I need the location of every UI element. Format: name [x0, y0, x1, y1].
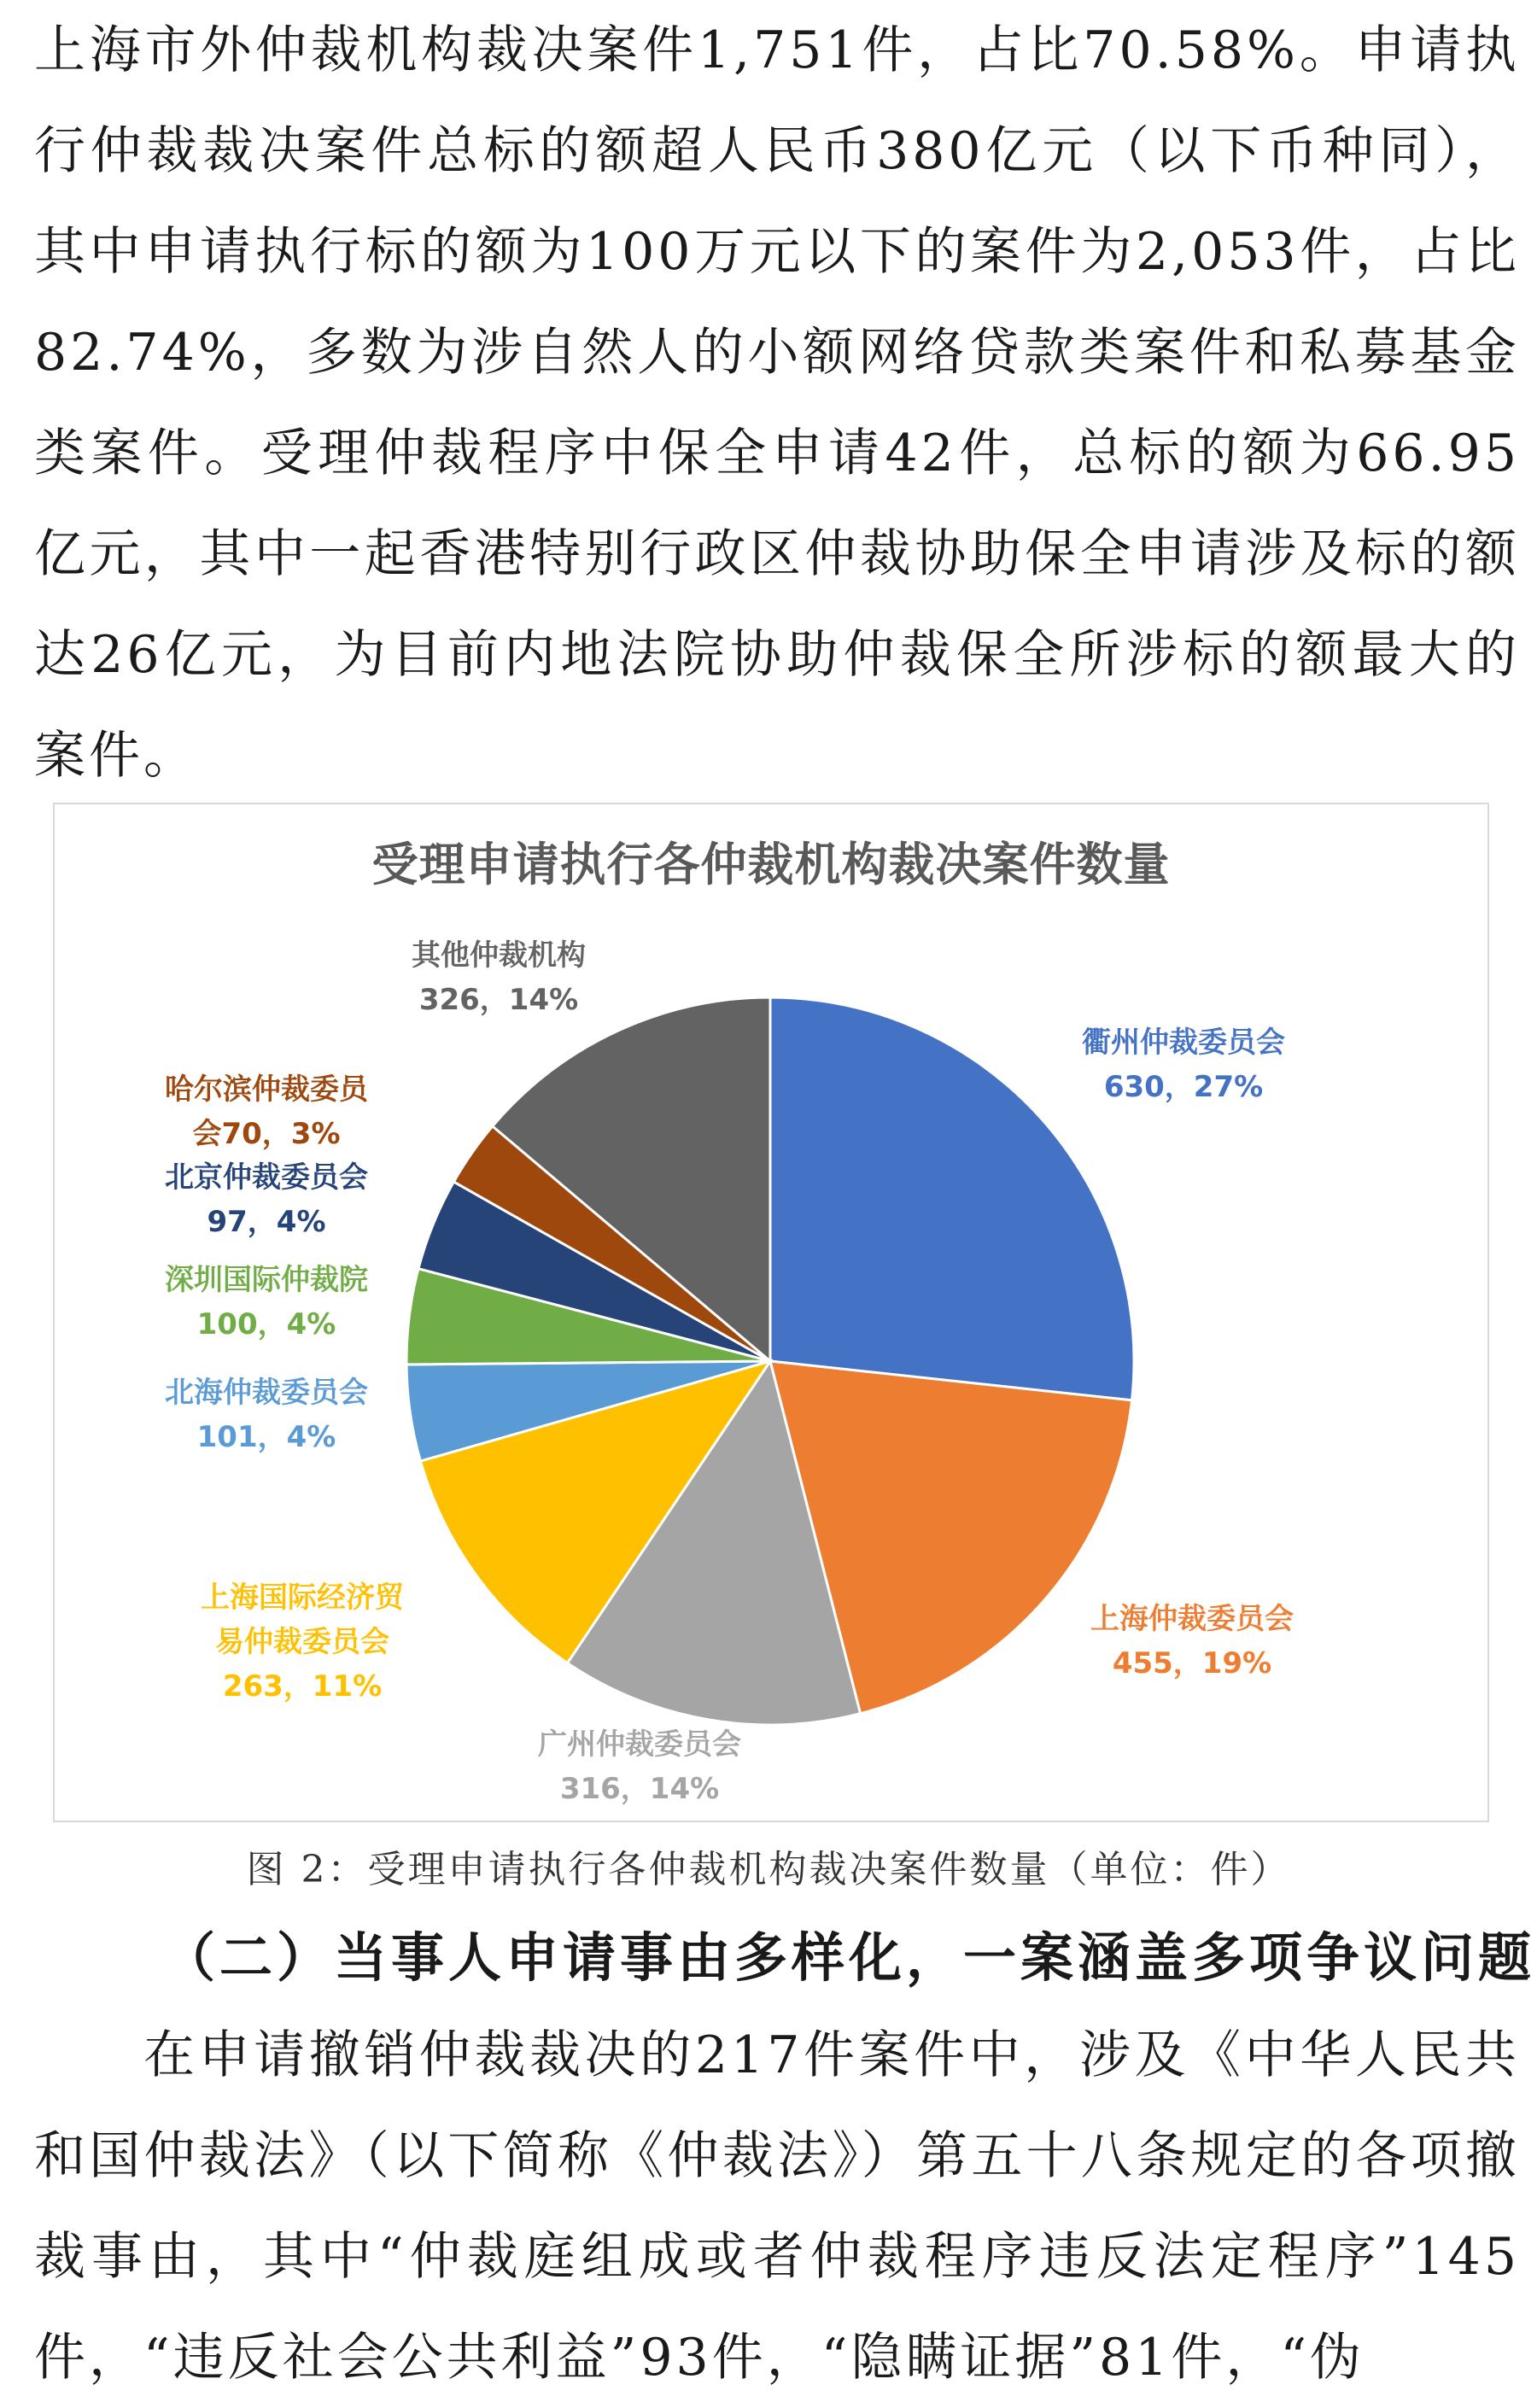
figure-caption: 图 2：受理申请执行各仲裁机构裁决案件数量（单位：件） — [246, 1848, 1291, 1891]
paragraph-revocation-grounds: 在申请撤销仲裁裁决的217件案件中，涉及《中华人民共和国仲裁法》（以下简称《仲裁法》）第五十八条规定的各项撤裁事由，其中“仲裁庭组成或者仲裁程序违反法定程序”145件，“违反社会公共利益”93件，“隐瞒证据”81件，“伪 — [34, 2025, 1520, 2388]
data-label: 北京仲裁委员会 97，4% — [165, 1160, 368, 1239]
pie-chart-figure — [53, 803, 1489, 1822]
paragraph-arbitration-stats: 上海市外仲裁机构裁决案件1,751件，占比70.58%。申请执行仲裁裁决案件总标的额超人民币380亿元（以下币种同），其中申请执行标的额为100万元以下的案件为2,053件，占比82.74%，多数为涉自然人的小额网络贷款类案件和私募基金类案件。受理仲裁程序中保全申请42件，总标的额为66.95亿元，其中一起香港特别行政区仲裁协助保全申请涉及标的额达26亿元，为目前内地法院协助仲裁保全所涉标的额最大的案件。 — [34, 20, 1520, 786]
data-label: 衢州仲裁委员会 630，27% — [1082, 1026, 1285, 1104]
data-label: 广州仲裁委员会 316，14% — [538, 1727, 741, 1806]
data-label: 其他仲裁机构 326，14% — [412, 938, 586, 1017]
data-label: 北海仲裁委员会 101，4% — [165, 1376, 368, 1454]
data-label: 哈尔滨仲裁委员会70，3% — [165, 1072, 368, 1151]
data-label: 深圳国际仲裁院 100，4% — [165, 1263, 368, 1341]
data-label: 上海国际经济贸易仲裁委员会 263，11% — [201, 1581, 404, 1704]
data-label: 上海仲裁委员会 455，19% — [1090, 1602, 1294, 1680]
pie-chart — [55, 804, 1487, 1821]
section-heading: （二）当事人申请事由多样化，一案涵盖多项争议问题 — [162, 1926, 1536, 1989]
chart-title: 受理申请执行各仲裁机构裁决案件数量 — [371, 838, 1171, 891]
pie-slice — [770, 997, 1134, 1400]
